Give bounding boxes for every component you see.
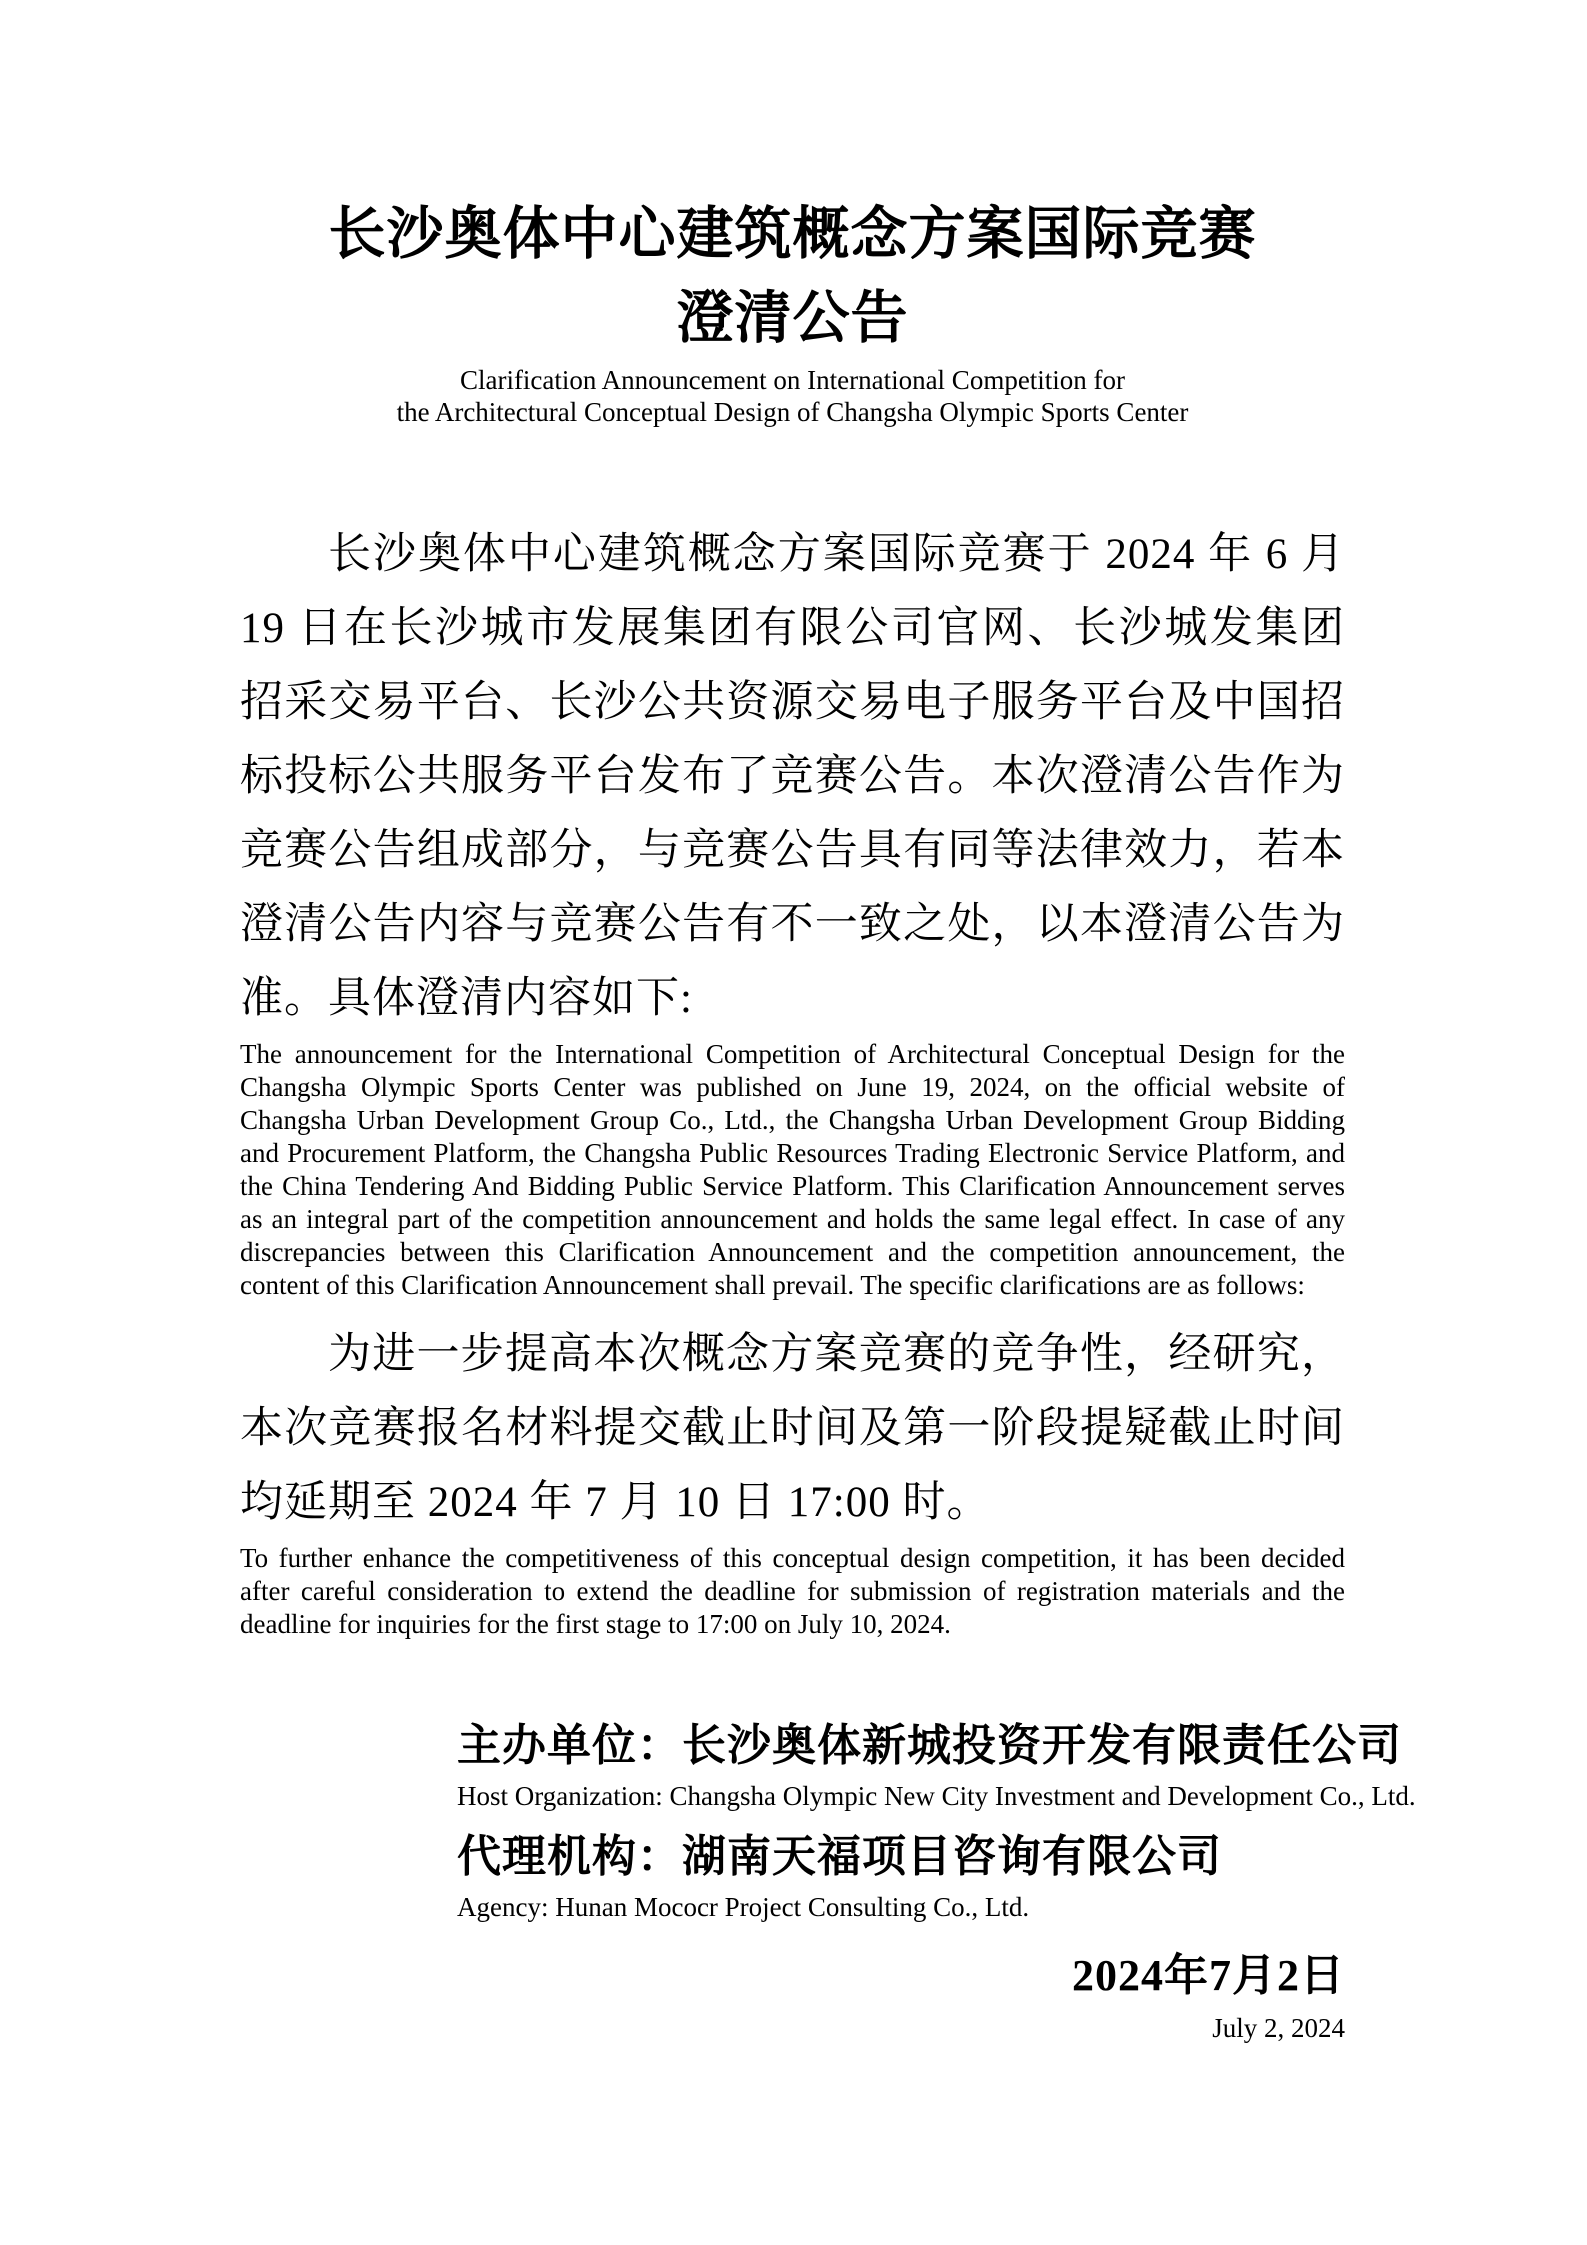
agency-zh: 代理机构：湖南天福项目咨询有限公司 bbox=[457, 1832, 1222, 1881]
paragraph-1-english: The announcement for the International Competition of Architectural Conceptual Design for the Changsha Olympic Sports Center was published on June 19, 2024, on the official website of Changsha Urban Development Group Co., Ltd., the Changsha Urban Development Group Bidding and Procurement Platform, the Changsha Public Resources Trading Electronic Service Platform, and the China Tendering And Bidding Public Service Platform. This Clarification Announcement serves as an integral part of the competition announcement and holds the same legal effect. In case of any discrepancies between this Clarification Announcement and the competition announcement, the content of this Clarification Announcement shall prevail. The specific clarifications are as follows: bbox=[240, 1039, 1345, 1300]
signoff-block bbox=[240, 1716, 1416, 2045]
paragraph-1-chinese: 长沙奥体中心建筑概念方案国际竞赛于 2024 年 6 月 19 日在长沙城市发展集团有限公司官网、长沙城发集团招采交易平台、长沙公共资源交易电子服务平台及中国招标投标公共服务平台发布了竞赛公告。本次澄清公告作为竞赛公告组成部分，与竞赛公告具有同等法律效力，若本澄清公告内容与竞赛公告有不一致之处，以本澄清公告为准。具体澄清内容如下: bbox=[240, 531, 1345, 1022]
document-subtitle-en-line2: the Architectural Conceptual Design of Changsha Olympic Sports Center bbox=[396, 397, 1189, 427]
paragraph-2-english: To further enhance the competitiveness of this conceptual design competition, it has been decided after careful consideration to extend the deadline for submission of registration materials and the deadline for inquiries for the first stage to 17:00 on July 10, 2024. bbox=[240, 1543, 1345, 1639]
document-subtitle-en bbox=[240, 364, 1345, 428]
date-en: July 2, 2024 bbox=[1212, 2013, 1345, 2043]
document-title-zh-line1: 长沙奥体中心建筑概念方案国际竞赛 bbox=[328, 203, 1257, 266]
document-title-zh-line2: 澄清公告 bbox=[676, 287, 909, 350]
document-title-zh bbox=[240, 193, 1345, 361]
document-subtitle-en-line1: Clarification Announcement on International Competition for bbox=[459, 365, 1126, 395]
host-organization-zh: 主办单位：长沙奥体新城投资开发有限责任公司 bbox=[457, 1721, 1402, 1770]
host-organization-en: Host Organization: Changsha Olympic New City Investment and Development Co., Ltd. bbox=[457, 1781, 1416, 1811]
document-content bbox=[0, 193, 1587, 2045]
date-zh: 2024年7月2日 bbox=[1072, 1951, 1345, 2000]
paragraph-2-chinese: 为进一步提高本次概念方案竞赛的竞争性，经研究，本次竞赛报名材料提交截止时间及第一阶段提疑截止时间均延期至 2024 年 7 月 10 日 17:00 时。 bbox=[240, 1331, 1345, 1526]
agency-en: Agency: Hunan Mococr Project Consulting Co., Ltd. bbox=[457, 1892, 1030, 1922]
